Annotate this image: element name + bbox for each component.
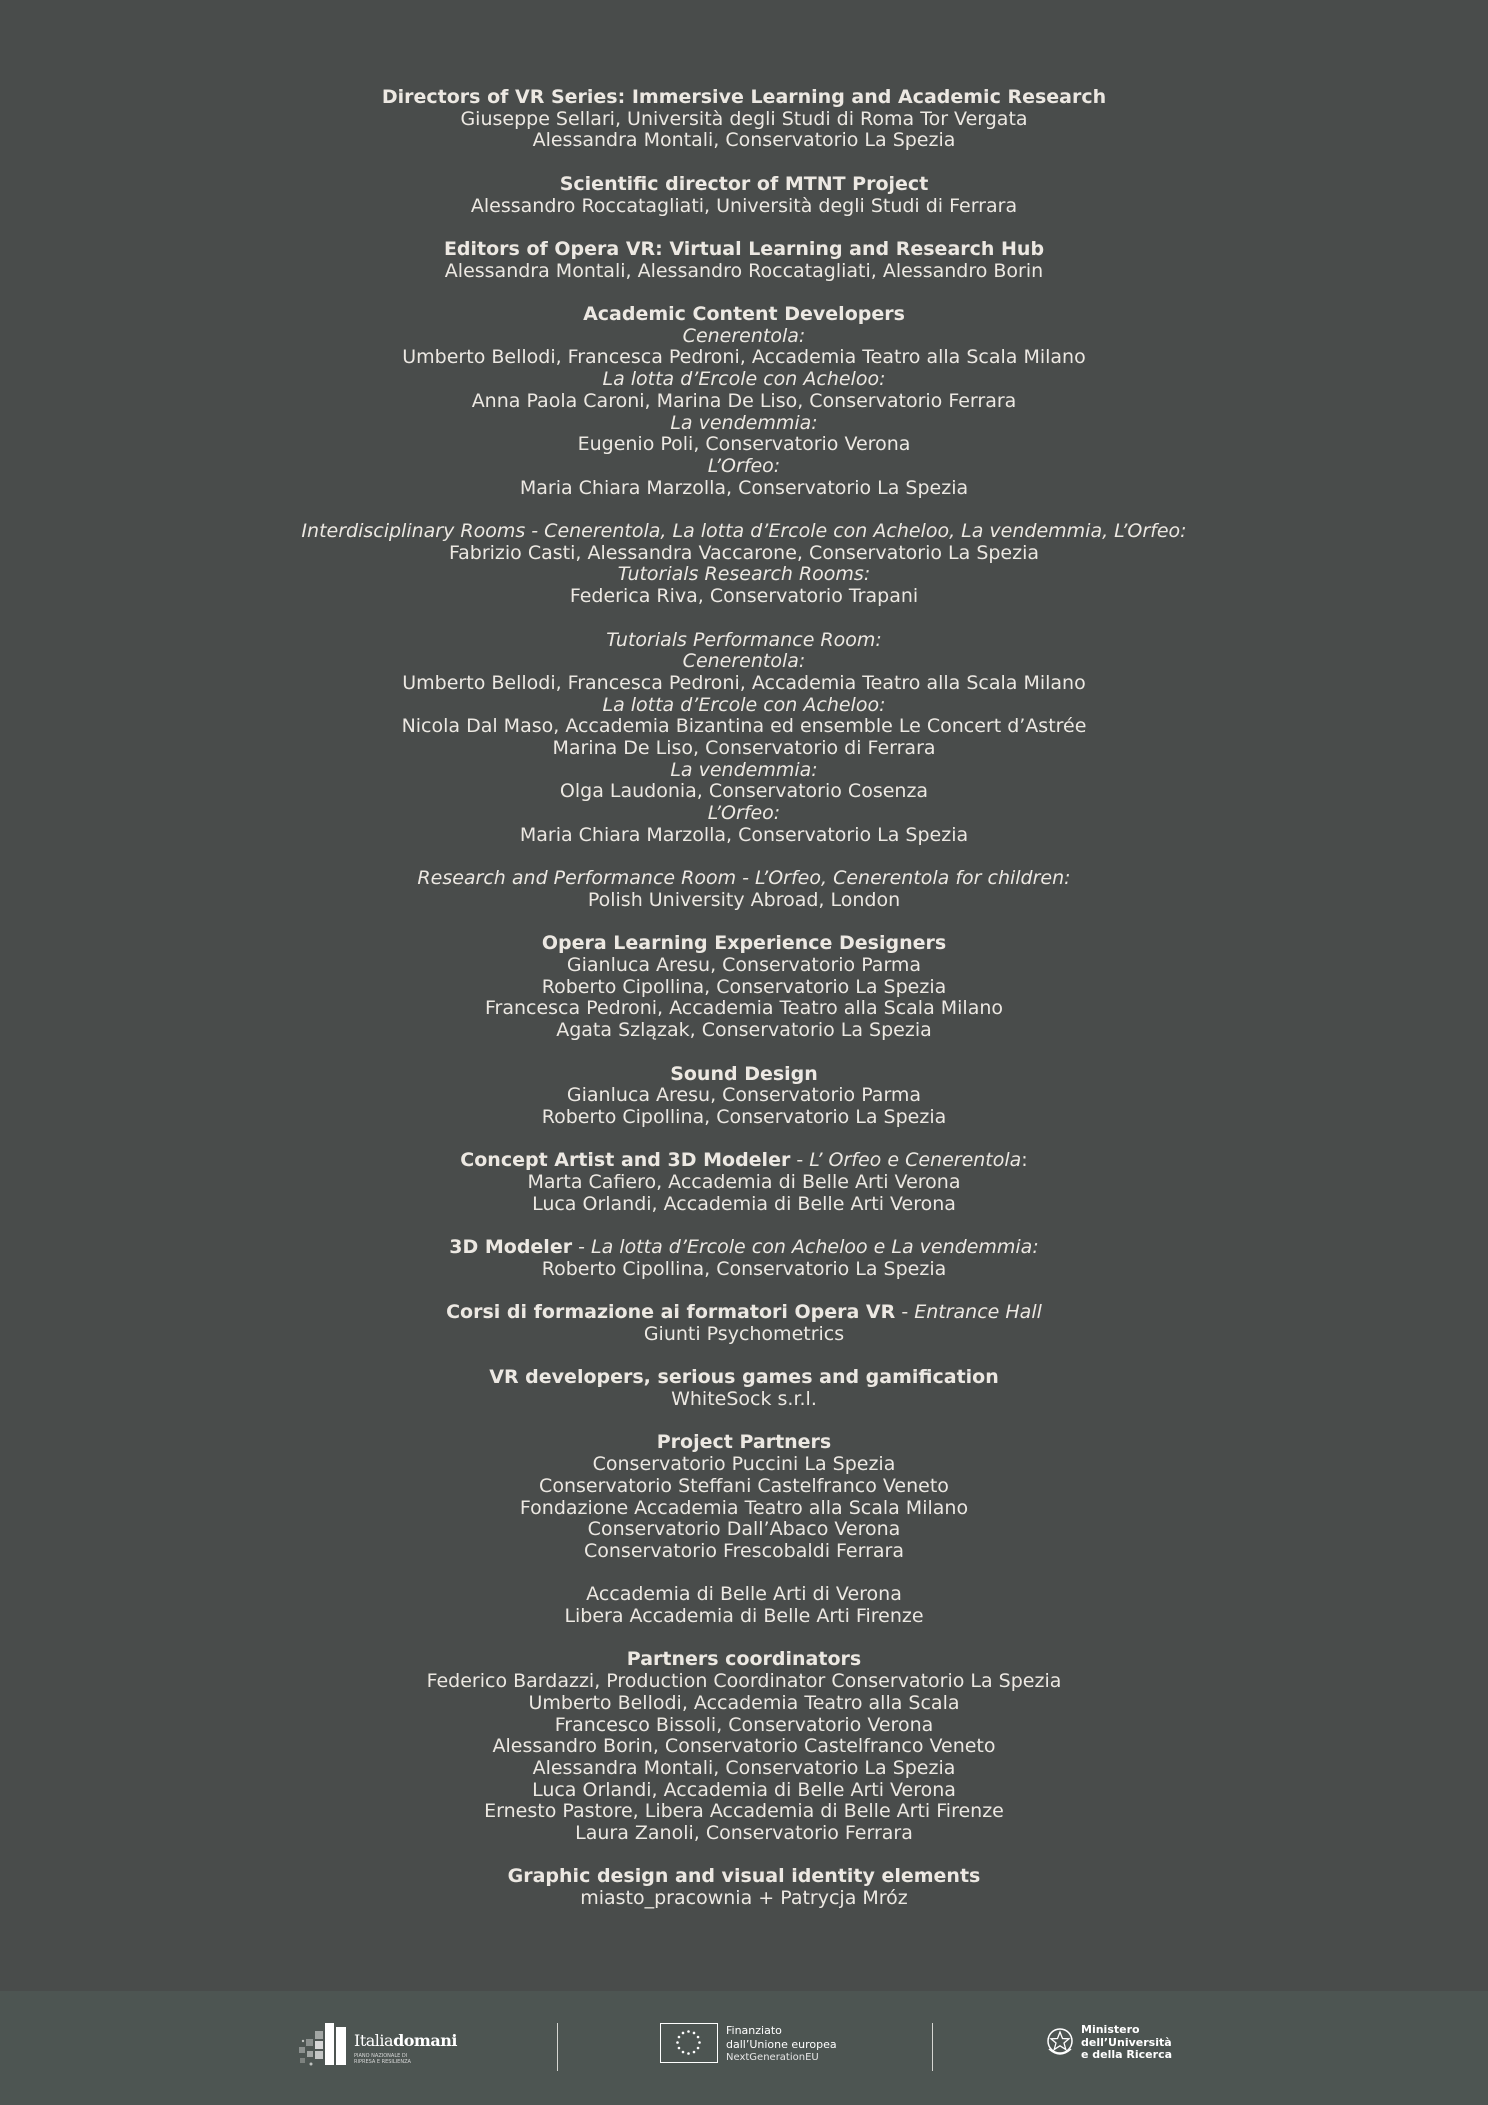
credit-line (0, 1302, 1488, 1324)
credit-subheading: Entrance Hall (914, 1301, 1042, 1324)
ministero-line1: Ministero (1081, 2023, 1140, 2036)
credit-text: Marina De Liso, Conservatorio di Ferrara (552, 737, 936, 760)
credit-text: - (895, 1301, 915, 1324)
credit-line (0, 1020, 1488, 1042)
credit-section (0, 1866, 1488, 1909)
credit-subheading: Tutorials Research Rooms: (617, 563, 871, 586)
credit-text: Federico Bardazzi, Production Coordinator Conservatorio La Spezia (426, 1670, 1062, 1693)
credit-text: Ernesto Pastore, Libera Accademia di Belle Arti Firenze (484, 1800, 1004, 1823)
credit-line (0, 239, 1488, 261)
credit-text: Agata Szlązak, Conservatorio La Spezia (556, 1019, 932, 1042)
credit-line (0, 630, 1488, 652)
credit-subheading: Research and Performance Room - L’Orfeo, Cenerentola for children: (417, 867, 1071, 890)
credit-subheading: La lotta d’Ercole con Acheloo e La vendemmia: (591, 1236, 1039, 1259)
eu-star (678, 2047, 681, 2050)
credit-line (0, 1715, 1488, 1737)
credit-text: Umberto Bellodi, Accademia Teatro alla Scala (528, 1691, 960, 1714)
eu-funding-line2: dall’Unione europea (726, 2037, 837, 2051)
credit-section (0, 1064, 1488, 1129)
credit-text: Giunti Psychometrics (643, 1322, 845, 1345)
credit-line (0, 413, 1488, 435)
credit-text: Alessandro Borin, Conservatorio Castelfranco Veneto (492, 1735, 996, 1758)
italiadomani-word-regular: Italia (354, 2031, 394, 2050)
credit-text: Umberto Bellodi, Francesca Pedroni, Accademia Teatro alla Scala Milano (402, 346, 1086, 369)
credit-line (0, 326, 1488, 348)
credit-heading: Editors of Opera VR: Virtual Learning and Research Hub (443, 237, 1045, 260)
italiadomani-word-bold: domani (393, 2031, 457, 2050)
credit-heading: Project Partners (656, 1431, 832, 1454)
credit-section (0, 304, 1488, 499)
credit-section (0, 868, 1488, 911)
credit-line (0, 695, 1488, 717)
eu-funding-line3: NextGenerationEU (726, 2052, 819, 2063)
credit-text: Conservatorio Frescobaldi Ferrara (584, 1539, 904, 1562)
eu-star (682, 2032, 685, 2035)
credit-line (0, 1432, 1488, 1454)
credit-text: Conservatorio Dall’Abaco Verona (587, 1518, 901, 1541)
credit-line (0, 651, 1488, 673)
credit-line (0, 760, 1488, 782)
credit-text: Umberto Bellodi, Francesca Pedroni, Accademia Teatro alla Scala Milano (402, 671, 1086, 694)
credit-line (0, 391, 1488, 413)
credit-subheading: L’ Orfeo e Cenerentola (809, 1149, 1022, 1172)
credit-line (0, 933, 1488, 955)
credit-line (0, 998, 1488, 1020)
footer-logos (0, 1991, 1488, 2105)
eu-star (697, 2036, 700, 2039)
credit-line (0, 825, 1488, 847)
credit-subheading: La vendemmia: (670, 411, 818, 434)
credit-section (0, 933, 1488, 1042)
credit-heading: Graphic design and visual identity elements (507, 1865, 981, 1888)
credit-text: Francesco Bissoli, Conservatorio Verona (554, 1713, 934, 1736)
credit-line (0, 716, 1488, 738)
credit-subheading: Cenerentola: (682, 324, 806, 347)
eu-star (697, 2047, 700, 2050)
credit-line (0, 1367, 1488, 1389)
credit-text: Roberto Cipollina, Conservatorio La Spezia (541, 1105, 947, 1128)
credit-line (0, 543, 1488, 565)
credit-line (0, 521, 1488, 543)
credit-heading: 3D Modeler (449, 1236, 573, 1259)
credit-line (0, 890, 1488, 912)
italian-republic-emblem-icon (1045, 2025, 1075, 2059)
credit-line (0, 87, 1488, 109)
ministero-logo (1045, 2023, 1205, 2067)
credit-line (0, 1107, 1488, 1129)
credit-heading: Scientific director of MTNT Project (559, 172, 929, 195)
credit-text: : (1021, 1149, 1028, 1172)
credit-section (0, 521, 1488, 608)
credit-line (0, 130, 1488, 152)
credit-line (0, 1237, 1488, 1259)
eu-funding-logo (660, 2023, 860, 2067)
credit-line (0, 1736, 1488, 1758)
credit-text: Eugenio Poli, Conservatorio Verona (577, 433, 911, 456)
eu-flag-frame (660, 2023, 718, 2063)
credit-line (0, 1606, 1488, 1628)
credit-line (0, 1541, 1488, 1563)
eu-star (698, 2041, 701, 2044)
eu-star (678, 2036, 681, 2039)
credit-section (0, 1367, 1488, 1410)
credit-line (0, 977, 1488, 999)
italiadomani-subtitle: PIANO NAZIONALE DI RIPRESA E RESILIENZA (354, 2053, 411, 2065)
credit-line (0, 456, 1488, 478)
eu-star (693, 2032, 696, 2035)
credit-text: Alessandra Montali, Alessandro Roccatagliati, Alessandro Borin (444, 259, 1044, 282)
credit-line (0, 1693, 1488, 1715)
credit-heading: Partners coordinators (626, 1648, 862, 1671)
credit-text: Francesca Pedroni, Accademia Teatro alla Scala Milano (484, 997, 1004, 1020)
credit-text: Fondazione Accademia Teatro alla Scala Milano (519, 1496, 969, 1519)
credit-heading: VR developers, serious games and gamification (489, 1366, 999, 1389)
credit-line (0, 1324, 1488, 1346)
credit-text: - (790, 1149, 810, 1172)
credit-text: Polish University Abroad, London (587, 888, 901, 911)
credit-subheading: L’Orfeo: (707, 802, 781, 825)
credit-line (0, 347, 1488, 369)
credit-subheading: Cenerentola: (682, 650, 806, 673)
credit-section (0, 1584, 1488, 1627)
credit-heading: Directors of VR Series: Immersive Learning and Academic Research (381, 86, 1107, 108)
credit-text: Anna Paola Caroni, Marina De Liso, Conservatorio Ferrara (471, 389, 1017, 412)
credit-subheading: Tutorials Performance Room: (606, 628, 882, 651)
credit-line (0, 1584, 1488, 1606)
credit-line (0, 261, 1488, 283)
credit-line (0, 868, 1488, 890)
credit-text: Libera Accademia di Belle Arti Firenze (564, 1605, 924, 1627)
credit-text: Luca Orlandi, Accademia di Belle Arti Verona (532, 1778, 956, 1801)
footer-divider (557, 2023, 558, 2071)
credit-subheading: La lotta d’Ercole con Acheloo: (602, 693, 886, 716)
credit-text: Nicola Dal Maso, Accademia Bizantina ed ensemble Le Concert d’Astrée (401, 715, 1087, 738)
credit-line (0, 586, 1488, 608)
eu-star (687, 2030, 690, 2033)
credit-line (0, 478, 1488, 500)
credit-text: Olga Laudonia, Conservatorio Cosenza (559, 780, 929, 803)
credit-line (0, 1389, 1488, 1411)
credit-line (0, 1758, 1488, 1780)
footer-divider (932, 2023, 933, 2071)
credit-text: Gianluca Aresu, Conservatorio Parma (566, 954, 922, 977)
ministero-text (1081, 2024, 1172, 2062)
credit-section (0, 1432, 1488, 1562)
credit-line (0, 1194, 1488, 1216)
credit-subheading: Interdisciplinary Rooms - Cenerentola, La lotta d’Ercole con Acheloo, La vendemmia, L’Orfeo: (301, 520, 1187, 542)
eu-star (682, 2051, 685, 2054)
credit-subheading: La lotta d’Ercole con Acheloo: (602, 368, 886, 391)
credit-line (0, 1476, 1488, 1498)
credit-heading: Sound Design (670, 1062, 818, 1085)
credit-line (0, 304, 1488, 326)
credit-text: WhiteSock s.r.l. (671, 1388, 817, 1410)
credit-line (0, 955, 1488, 977)
italiadomani-wordmark (354, 2031, 457, 2050)
credit-line (0, 738, 1488, 760)
credit-line (0, 803, 1488, 825)
credit-line (0, 1823, 1488, 1845)
credit-line (0, 1801, 1488, 1823)
credits-list (0, 87, 1488, 1932)
credit-text: Roberto Cipollina, Conservatorio La Spezia (541, 1257, 947, 1280)
credit-section (0, 1150, 1488, 1215)
eu-star (693, 2051, 696, 2054)
credit-section (0, 1649, 1488, 1844)
credit-heading: Opera Learning Experience Designers (541, 932, 947, 955)
eu-flag-icon (661, 2024, 716, 2061)
credit-section (0, 87, 1488, 152)
credit-line (0, 369, 1488, 391)
credit-subheading: La vendemmia: (670, 758, 818, 781)
credit-line (0, 1888, 1488, 1910)
credit-text: Marta Cafiero, Accademia di Belle Arti Verona (527, 1171, 961, 1194)
eu-star (687, 2052, 690, 2055)
credit-text: Conservatorio Steffani Castelfranco Veneto (539, 1474, 949, 1497)
credit-text: Maria Chiara Marzolla, Conservatorio La Spezia (519, 476, 969, 499)
credit-heading: Academic Content Developers (583, 302, 905, 325)
ministero-line3: e della Ricerca (1081, 2048, 1173, 2061)
credit-section (0, 239, 1488, 282)
credit-line (0, 564, 1488, 586)
credit-line (0, 434, 1488, 456)
credit-line (0, 1498, 1488, 1520)
credit-heading: Concept Artist and 3D Modeler (460, 1149, 791, 1172)
credit-text: Federica Riva, Conservatorio Trapani (569, 585, 919, 608)
eu-funding-line1: Finanziato (726, 2024, 782, 2037)
credit-section (0, 630, 1488, 847)
credit-line (0, 1649, 1488, 1671)
credit-line (0, 174, 1488, 196)
credit-line (0, 196, 1488, 218)
credit-line (0, 1780, 1488, 1802)
credit-line (0, 1150, 1488, 1172)
credit-text: - (572, 1236, 592, 1259)
credit-line (0, 781, 1488, 803)
credit-subheading: L’Orfeo: (707, 454, 781, 477)
credit-line (0, 1064, 1488, 1086)
credit-line (0, 1519, 1488, 1541)
credit-text: Conservatorio Puccini La Spezia (592, 1453, 896, 1476)
credit-text: Alessandra Montali, Conservatorio La Spezia (532, 129, 956, 152)
credit-line (0, 109, 1488, 131)
credit-section (0, 1302, 1488, 1345)
italiadomani-logo-icon (296, 2021, 354, 2069)
credit-text: Gianluca Aresu, Conservatorio Parma (566, 1084, 922, 1107)
italiadomani-logo (296, 2021, 456, 2069)
credit-line (0, 1259, 1488, 1281)
credit-text: Accademia di Belle Arti di Verona (586, 1583, 902, 1606)
credit-text: Fabrizio Casti, Alessandra Vaccarone, Conservatorio La Spezia (448, 541, 1040, 564)
credit-line (0, 1866, 1488, 1888)
ministero-line2: dell’Università (1081, 2035, 1172, 2049)
eu-star (676, 2041, 679, 2044)
credit-line (0, 1671, 1488, 1693)
credit-section (0, 174, 1488, 217)
credit-line (0, 1085, 1488, 1107)
credit-heading: Corsi di formazione ai formatori Opera VR (446, 1301, 896, 1324)
credit-text: Laura Zanoli, Conservatorio Ferrara (575, 1822, 913, 1845)
credit-text: Maria Chiara Marzolla, Conservatorio La Spezia (519, 823, 969, 846)
eu-funding-text (726, 2024, 837, 2065)
credit-text: Alessandro Roccatagliati, Università degli Studi di Ferrara (470, 194, 1018, 217)
credit-line (0, 673, 1488, 695)
credit-text: Luca Orlandi, Accademia di Belle Arti Verona (532, 1192, 956, 1215)
credit-line (0, 1172, 1488, 1194)
credit-text: Roberto Cipollina, Conservatorio La Spezia (541, 975, 947, 998)
credit-line (0, 1454, 1488, 1476)
credit-text: miasto_pracownia + Patrycja Mróz (580, 1887, 908, 1910)
credit-text: Giuseppe Sellari, Università degli Studi di Roma Tor Vergata (460, 107, 1028, 130)
credit-text: Alessandra Montali, Conservatorio La Spezia (532, 1756, 956, 1779)
credit-section (0, 1237, 1488, 1280)
